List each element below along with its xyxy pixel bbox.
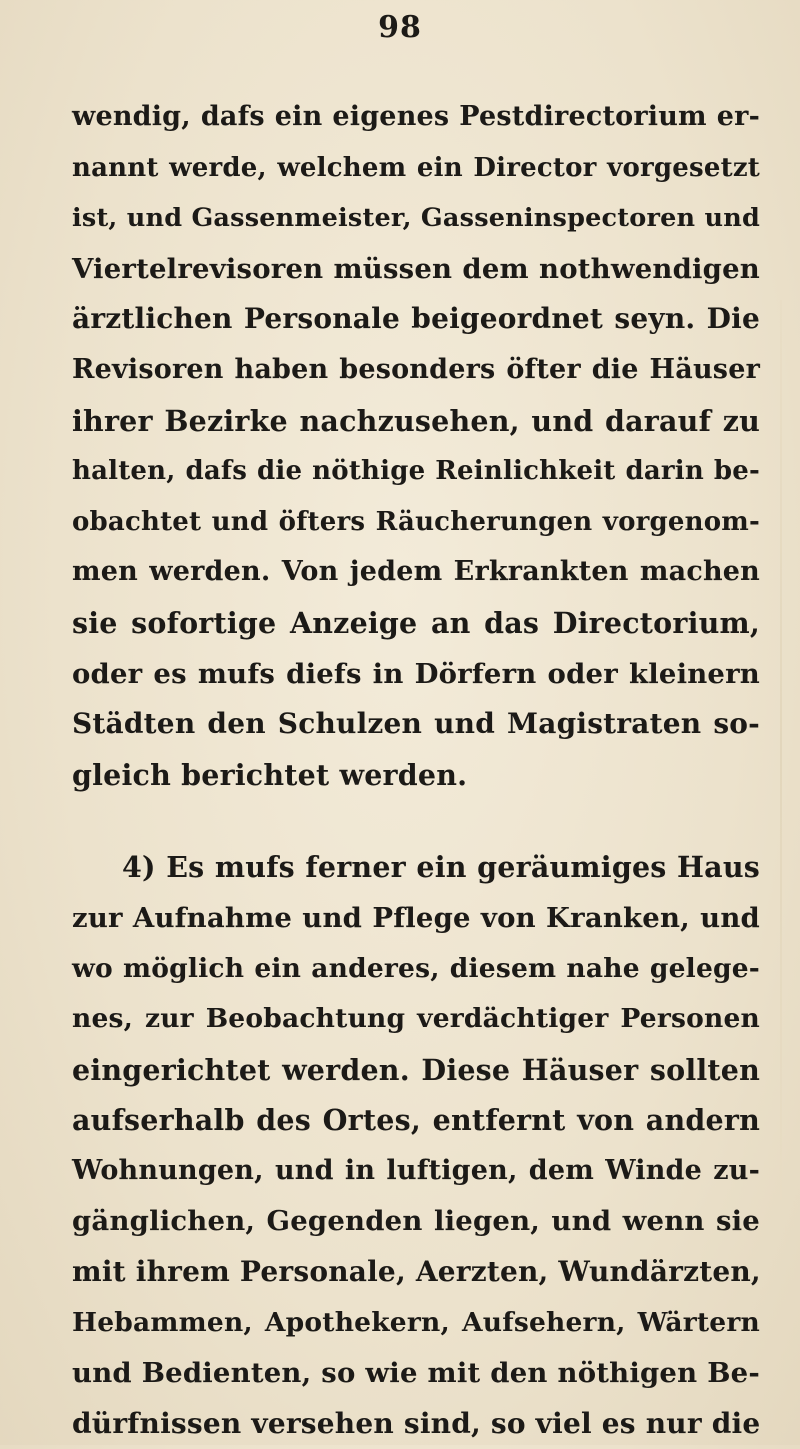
text-line: wendig, dafs ein eigenes Pestdirectorium er-: [72, 101, 760, 132]
text-line: 4) Es mufs ferner ein geräumiges Haus: [122, 850, 760, 885]
text-line: aufserhalb des Ortes, entfernt von andern: [72, 1103, 760, 1138]
text-line: Hebammen, Apothekern, Aufsehern, Wärtern: [72, 1306, 760, 1338]
text-line: ärztlichen Personale beigeordnet seyn. Die: [72, 302, 760, 336]
text-line: nes, zur Beobachtung verdächtiger Personen: [72, 1003, 760, 1035]
text-line: halten, dafs die nöthige Reinlichkeit darin be-: [72, 456, 760, 487]
text-line: Städten den Schulzen und Magistraten so-: [72, 707, 760, 741]
text-line: ihrer Bezirke nachzusehen, und darauf zu: [72, 403, 760, 438]
paragraph-1: [72, 92, 760, 800]
text-line: mit ihrem Personale, Aerzten, Wundärzten,: [72, 1255, 761, 1289]
text-line: zur Aufnahme und Pflege von Kranken, und: [72, 901, 760, 934]
text-line: sie sofortige Anzeige an das Directorium,: [72, 605, 760, 640]
body-text: [72, 92, 760, 1449]
text-line: wo möglich ein anderes, diesem nahe gelege-: [72, 952, 760, 984]
paragraph-spacer: [72, 800, 760, 842]
text-line: Wohnungen, und in luftigen, dem Winde zu-: [72, 1154, 760, 1186]
text-line: obachtet und öfters Räucherungen vorgenom-: [72, 506, 760, 537]
text-line: eingerichtet werden. Diese Häuser sollten: [72, 1052, 760, 1087]
paper-fold-shadow: [780, 300, 782, 1200]
text-line: oder es mufs diefs in Dörfern oder kleinern: [72, 657, 760, 690]
text-line: ist, und Gassenmeister, Gasseninspectoren und: [72, 203, 760, 234]
text-line: dürfnissen versehen sind, so viel es nur die: [72, 1406, 761, 1440]
text-line: und Bedienten, so wie mit den nöthigen Be-: [72, 1357, 760, 1390]
text-line: gänglichen, Gegenden liegen, und wenn sie: [72, 1205, 760, 1238]
text-line: Viertelrevisoren müssen dem nothwendigen: [72, 252, 760, 285]
paragraph-2: [72, 842, 760, 1449]
text-line: Revisoren haben besonders öfter die Häuser: [72, 353, 760, 385]
page-number: 98: [378, 10, 422, 45]
text-line: gleich berichtet werden.: [72, 757, 468, 792]
text-line: nannt werde, welchem ein Director vorgesetzt: [72, 152, 760, 183]
text-line: men werden. Von jedem Erkrankten machen: [72, 556, 760, 588]
